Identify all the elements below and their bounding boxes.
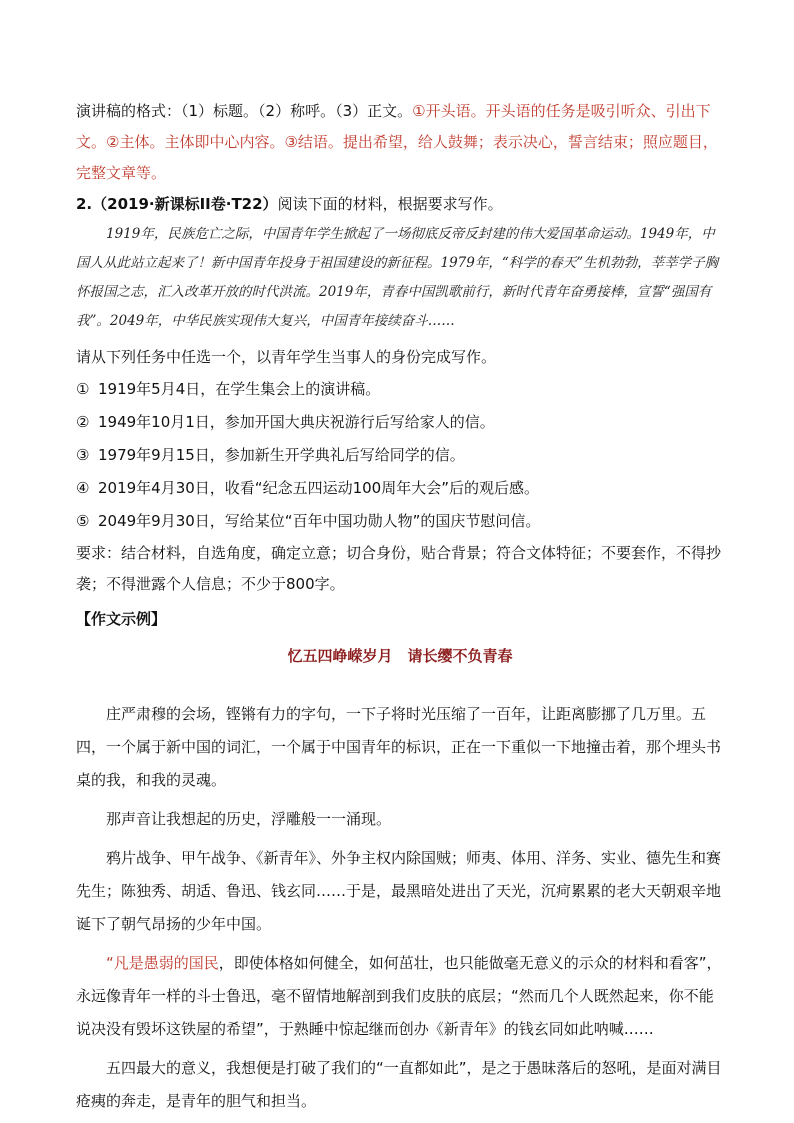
format-note-intro: 演讲稿的格式：（1）标题。（2）称呼。（3）正文。 <box>76 102 413 120</box>
task-text: 1949年10月1日，参加开国大典庆祝游行后写给家人的信。 <box>98 413 495 431</box>
question-requirements: 要求：结合材料，自选角度，确定立意；切合身份，贴合背景；符合文体特征；不要套作，不得抄袭；不得泄露个人信息；不少于800字。 <box>76 544 722 593</box>
essay-quote-red: “凡是愚弱的国民 <box>106 954 219 972</box>
question-header <box>76 189 724 220</box>
essay-paragraph: 五四最大的意义，我想便是打破了我们的“一直都如此”，是之于愚昧落后的怒吼，是面对满目疮痍的奔走，是青年的胆气和担当。 <box>76 1059 722 1110</box>
essay-paragraph: 鸦片战争、甲午战争、《新青年》、外争主权内除国贼；师夷、体用、洋务、实业、德先生和赛先生；陈独秀、胡适、鲁迅、钱玄同……于是，最黑暗处进出了天光，沉疴累累的老大天朝艰辛地诞下了朝气昂扬的少年中国。 <box>76 849 722 933</box>
format-note <box>76 96 724 189</box>
essay-title: 忆五四峥嵘岁月 请长缨不负青春 <box>287 647 513 665</box>
format-note-parts: ①开头语。开头语的任务是吸引听众、引出下文。②主体。主体即中心内容。③结语。提出希望，给人鼓舞；表示决心，誓言结束；照应题目，完整文章等。 <box>76 102 718 182</box>
task-list <box>76 373 724 538</box>
task-item <box>76 505 724 538</box>
task-item <box>76 472 724 505</box>
task-number: ① <box>76 380 90 398</box>
task-text: 2019年4月30日，收看“纪念五四运动100周年大会”后的观后感。 <box>98 479 539 497</box>
essay-paragraph: 那声音让我想起的历史，浮雕般一一涌现。 <box>106 810 392 828</box>
question-material: 1919年，民族危亡之际，中国青年学生掀起了一场彻底反帝反封建的伟大爱国革命运动。1949年，中国人从此站立起来了！新中国青年投身于祖国建设的新征程。1979年，“科学的春天”生机勃勃，莘莘学子胸怀报国之志，汇入改革开放的时代洪流。2019年，青春中国凯歌前行，新时代青年奋勇接棒，宣誓“强国有我”。2049年，中华民族实现伟大复兴，中国青年接续奋斗…… <box>76 226 719 329</box>
question-instruction: 请从下列任务中任选一个，以青年学生当事人的身份完成写作。 <box>76 348 497 366</box>
task-text: 1919年5月4日，在学生集会上的演讲稿。 <box>98 380 381 398</box>
document-page <box>76 96 724 1118</box>
task-number: ⑤ <box>76 512 90 530</box>
task-item <box>76 406 724 439</box>
task-number: ③ <box>76 446 90 464</box>
task-text: 2049年9月30日，写给某位“百年中国功勋人物”的国庆节慰问信。 <box>98 512 541 530</box>
essay-quote-rest: ，即使体格如何健全，如何茁壮，也只能做毫无意义的示众的材料和看客”，永远像青年一样的斗士鲁迅，毫不留情地解剖到我们皮肤的底层；“然而几个人既然起来，你不能说决没有毁坏这铁屋的希望”，于熟睡中惊起继而创办《新青年》的钱玄同如此呐喊…… <box>76 954 722 1038</box>
task-text: 1979年9月15日，参加新生开学典礼后写给同学的信。 <box>98 446 465 464</box>
task-number: ② <box>76 413 90 431</box>
question-prompt: 阅读下面的材料，根据要求写作。 <box>277 195 503 213</box>
task-number: ④ <box>76 479 90 497</box>
task-item <box>76 439 724 472</box>
essay-paragraph: 庄严肃穆的会场，铿锵有力的字句，一下子将时光压缩了一百年，让距离膨挪了几万里。五四，一个属于新中国的词汇，一个属于中国青年的标识，正在一下重似一下地撞击着，那个埋头书桌的我，和我的灵魂。 <box>76 705 722 789</box>
question-label: 2.（2019·新课标II卷·T22） <box>76 195 278 213</box>
task-item <box>76 373 724 406</box>
essay-quote-paragraph <box>76 947 724 1046</box>
example-section-label: 【作文示例】 <box>76 610 167 628</box>
